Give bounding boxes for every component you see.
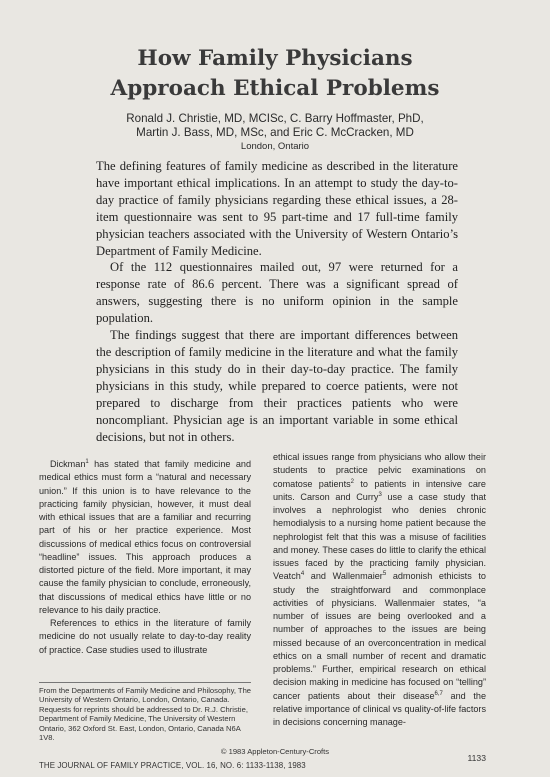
citation-ref: 3 bbox=[378, 491, 382, 498]
body-paragraph-3 bbox=[273, 451, 486, 729]
author-block bbox=[0, 112, 550, 153]
body-text: admonish ethicists to study the straightforward and commonplace activities of physicians. Wallenmaier states, “a number of issues are being overlooked and a number of approaches to the issues are being missed because of an overconcentration in medical ethics on a small number of recent and dramatic problems.” Further, empirical research on ethical decision making in medicine has focused on “telling” cancer patients about their disease bbox=[273, 571, 486, 701]
body-column-left bbox=[39, 458, 251, 657]
authors-line-1: Ronald J. Christie, MD, MCISc, C. Barry Hoffmaster, PhD, bbox=[126, 112, 424, 125]
citation-ref: 4 bbox=[300, 571, 305, 578]
body-text: to patients in intensive care units. Carson and Curry bbox=[273, 478, 486, 502]
page-number: 1133 bbox=[467, 753, 486, 763]
citation-ref: 5 bbox=[382, 571, 387, 578]
affiliation-footnote: From the Departments of Family Medicine and Philosophy, The University of Western Ontario, London, Ontario, Canada. Requests for reprints should be addressed to Dr. R.J. Christie, Department of Family Medicine, The University of Western Ontario, 362 Oxford St. East, London, Ontario, Canada N6A 1V8. bbox=[39, 686, 252, 743]
body-text: Dickman bbox=[50, 459, 86, 469]
body-text: and the relative importance of clinical vs quality-of-life factors in decisions concerning manage- bbox=[273, 690, 487, 727]
citation-ref: 6,7 bbox=[434, 690, 443, 697]
body-text: use a case study that involves a nephrologist who denies chronic hemodialysis to a nursing home patient because the nephrologist felt that this was a misuse of facilities and money. These cases do little to clarify the ethical issues faced by the practicing family physician. Veatch bbox=[273, 491, 486, 582]
authors-line-2: Martin J. Bass, MD, MSc, and Eric C. McCracken, MD bbox=[136, 126, 414, 139]
citation-ref: 2 bbox=[350, 478, 354, 485]
copyright-line: © 1983 Appleton-Century-Crofts bbox=[220, 747, 330, 756]
title-line-1: How Family Physicians bbox=[137, 46, 413, 71]
body-text: ethical issues range from physicians who allow their students to practice pelvic examinations on comatose patients bbox=[273, 452, 486, 489]
body-text: and Wallenmaier bbox=[304, 571, 383, 582]
body-paragraph-1 bbox=[39, 458, 251, 617]
title-line-2: Approach Ethical Problems bbox=[110, 76, 440, 101]
abstract-paragraph-3: The findings suggest that there are important differences between the description of family medicine in the literature and what the family physicians in this study do in their day-to-day practice. The family physicians in this study, while prepared to coerce patients, were not prepared to discharge from their practices patients who were noncompliant. Physician age is an important variable in some ethical decisions, but not in others. bbox=[96, 328, 458, 444]
footnote-divider bbox=[39, 682, 251, 683]
journal-citation: THE JOURNAL OF FAMILY PRACTICE, VOL. 16, NO. 6: 1133-1138, 1983 bbox=[39, 761, 306, 770]
abstract-paragraph-2: Of the 112 questionnaires mailed out, 97 were returned for a response rate of 86.6 percent. There was a significant spread of answers, suggesting there is no uniform opinion in the sample population. bbox=[96, 260, 458, 326]
body-text: has stated that family medicine and medical ethics must form a “natural and necessary union.” If this union is to have relevance to the practicing family physician, however, it must deal with ethical issues that are a familiar and recurring part of his or her practice experience. Most discussions of medical ethics focus on controversial “headline” issues. This approach produces a distorted picture of the field. More important, it may cause the family physician to conclude, erroneously, that discussions of medical ethics have little or no relevance to his daily practice. bbox=[39, 459, 251, 615]
citation-ref: 1 bbox=[85, 458, 89, 465]
body-column-right bbox=[273, 451, 486, 729]
author-location: London, Ontario bbox=[240, 141, 310, 152]
abstract-paragraph-1: The defining features of family medicine as described in the literature have important ethical implications. In an attempt to study the day-to-day practice of family physicians regarding these ethical issues, a 28-item questionnaire was sent to 95 part-time and 17 full-time family physician teachers associated with the University of Western Ontario’s Department of Family Medicine. bbox=[96, 159, 458, 258]
article-title bbox=[0, 44, 550, 104]
abstract bbox=[96, 158, 458, 445]
body-paragraph-2: References to ethics in the literature of family medicine do not usually relate to day-to-day reality of practice. Case studies used to illustrate bbox=[39, 618, 251, 655]
